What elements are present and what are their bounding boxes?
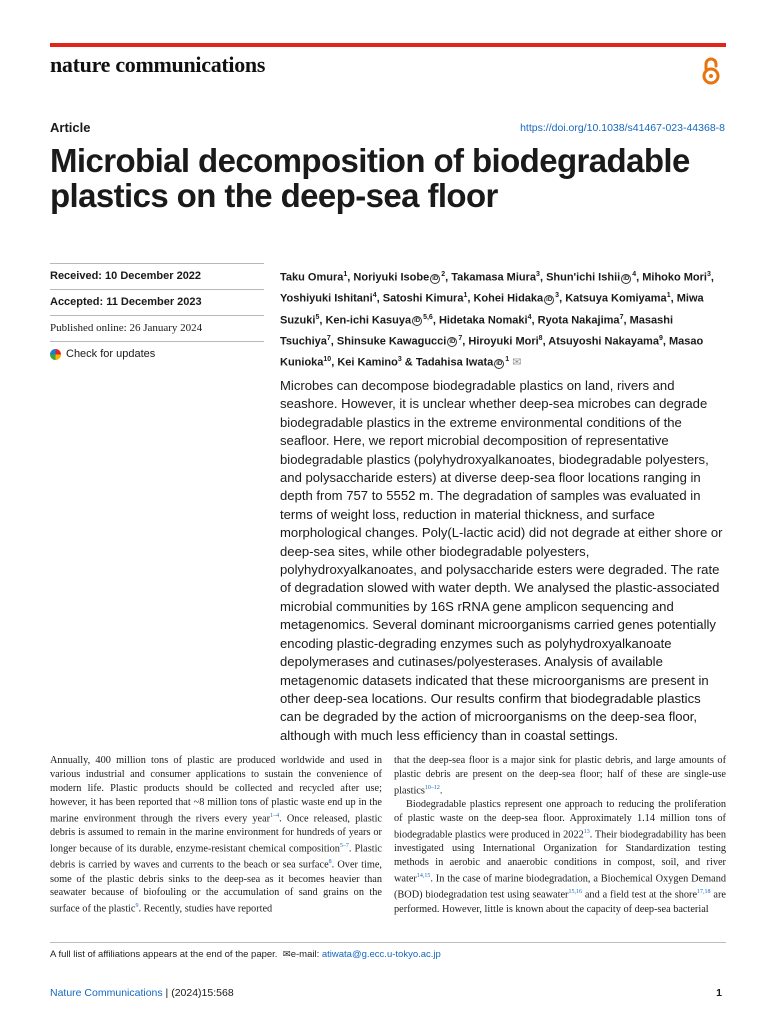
envelope-icon: ✉ — [280, 949, 291, 960]
check-for-updates-button[interactable] — [50, 341, 264, 367]
author-name[interactable]: Atsuyoshi Nakayama — [548, 335, 659, 348]
reference-citation[interactable]: 10–12 — [424, 784, 440, 791]
page-number: 1 — [716, 987, 722, 999]
footer-volume: | (2024)15:568 — [162, 987, 234, 999]
reference-citation[interactable]: 5–7 — [339, 842, 349, 849]
journal-name[interactable]: nature communications — [50, 52, 266, 77]
author-name[interactable]: Hidetaka Nomaki — [438, 314, 528, 327]
body-paragraph: that the deep-sea floor is a major sink for plastic debris, and large amounts of plastic debris are present on the deep-sea floor; half of these are single-use plastics$^{10-12}$. — [394, 755, 726, 797]
orcid-icon[interactable]: iD — [496, 360, 503, 367]
footnote-divider — [50, 942, 726, 943]
open-access-icon[interactable] — [699, 56, 723, 86]
author-name[interactable]: Yoshiyuki Ishitani — [280, 292, 373, 305]
author-name[interactable]: Noriyuki Isobe — [353, 271, 430, 284]
author-name[interactable]: Ryota Nakajima — [537, 314, 620, 327]
author-affiliation-sup: 2 — [441, 271, 446, 278]
affiliation-note: A full list of affiliations appears at the end of the paper. — [50, 949, 278, 960]
author-name[interactable]: Ken-ichi Kasuya — [325, 314, 412, 327]
footer-citation — [50, 987, 234, 999]
author-list: Taku Omura$^1$, Noriyuki Isobe $iD^2$, Takamasa Miura$^3$, Shun'ichi Ishii $iD^4$, Mihoko Mori$^3$, Yoshiyuki Ishitani$^4$, Satoshi Kimura$^1$, Kohei Hidaka $iD^3$, Katsuya Komiyama$^1$, Miwa Suzuki$^5$, Ken-ichi Kasuya iD$^{5,6}$, Hidetaka Nomaki$^4$, Ryota Nakajima$^7$, Masashi Tsuchiya$^7$, Shinsuke Kawagucci $iD^7$, Hiroyuki Mori$^8$, Atsuyoshi Nakayama$^9$, Masao Kunioka$^{10}$, Kei Kamino$^3$ & Tadahisa Iwata $iD^1$ ✉ — [280, 271, 714, 369]
orcid-icon[interactable]: iD — [449, 339, 456, 346]
author-name[interactable]: Kohei Hidaka — [473, 292, 544, 305]
author-name[interactable]: Masao Kunioka — [280, 335, 704, 369]
reference-citation[interactable]: 9 — [135, 903, 139, 910]
orcid-icon[interactable]: iD — [432, 275, 439, 282]
author-name[interactable]: Taku Omura — [280, 271, 344, 284]
orcid-icon[interactable]: iD — [546, 296, 553, 303]
author-affiliation-sup: 1 — [505, 356, 510, 363]
author-affiliation-sup: 7 — [326, 334, 331, 342]
reference-citation[interactable]: 15,16 — [568, 889, 582, 896]
author-affiliation-sup: 7 — [458, 334, 463, 342]
article-type: Article — [50, 120, 91, 135]
author-name[interactable]: Shun'ichi Ishii — [546, 271, 621, 284]
footer-journal-link[interactable]: Nature Communications — [50, 987, 163, 999]
article-dates — [50, 263, 264, 367]
author-affiliation-sup: 3 — [707, 271, 711, 278]
author-affiliation-sup: 1 — [463, 292, 468, 300]
author-name[interactable]: Hiroyuki Mori — [468, 335, 539, 348]
author-affiliation-sup: 5 — [315, 313, 320, 321]
author-affiliation-sup: 10 — [323, 356, 332, 363]
body-column-right — [394, 754, 726, 917]
title-line: plastics on the deep-sea floor — [50, 177, 498, 214]
author-name[interactable]: Shinsuke Kawagucci — [336, 335, 447, 348]
reference-citation[interactable]: 8 — [328, 859, 332, 866]
envelope-icon[interactable]: ✉ — [509, 356, 522, 369]
body-column-left — [50, 754, 382, 917]
author-affiliation-sup: 3 — [536, 271, 540, 278]
author-affiliation-sup: 5,6 — [423, 313, 433, 321]
affiliation-footnote — [50, 949, 441, 960]
orcid-icon[interactable]: iD — [414, 318, 421, 325]
author-affiliation-sup: 1 — [343, 271, 348, 278]
author-name[interactable]: Mihoko Mori — [642, 271, 707, 284]
author-affiliation-sup: 3 — [555, 292, 560, 300]
author-name[interactable]: Katsuya Komiyama — [565, 292, 667, 305]
author-affiliation-sup: 4 — [527, 313, 532, 321]
published-date: Published online: 26 January 2024 — [50, 315, 264, 341]
author-name[interactable]: Miwa Suzuki — [280, 292, 704, 327]
author-name[interactable]: Tadahisa Iwata — [415, 356, 494, 369]
check-for-updates-label: Check for updates — [66, 348, 156, 360]
header-accent-bar — [50, 43, 726, 47]
author-name[interactable]: Masashi Tsuchiya — [280, 314, 674, 348]
body-paragraph: Biodegradable plastics represent one approach to reducing the proliferation of plastic waste on the deep-sea floor. Approximately 1.14 million tons of biodegradable plastics were produced in 2022$^{13}$. Their biodegradability has been investigated using International Organization for Standardization testing methods in aerobic and anaerobic conditions in compost, soil, and river water$^{14,15}$. In the case of marine biodegradation, a Biochemical Oxygen Demand (BOD) biodegradation test using seawater$^{15,16}$ and a field test at the shore$^{17,18}$ are performed. However, little is known about the capacity of deep-sea bacterial — [394, 799, 726, 915]
received-date: Received: 10 December 2022 — [50, 263, 264, 289]
orcid-icon[interactable]: iD — [623, 275, 630, 282]
body-paragraph: Annually, 400 million tons of plastic are produced worldwide and used in various industrial and consumer applications to sustain the convenience of modern life. Plastic products should be collected and recycled after use; however, it has been reported that ~8 million tons of plastic waste end up in the marine environment through the rivers every year$^{1-4}$. Once released, plastic debris is assumed to remain in the marine environment for hundreds of years or longer because of its durable, enzyme-resistant chemical composition$^{5-7}$. Plastic debris is carried by waves and currents to the beach or sea surface$^8$. Over time, some of the plastic debris sinks to the deep-sea as it becomes heavier than seawater because of biofouling or the accumulation of sand grains on the surface of the plastic$^9$. Recently, studies have reported — [50, 755, 383, 915]
author-name[interactable]: Takamasa Miura — [451, 271, 537, 284]
email-link[interactable]: atiwata@g.ecc.u-tokyo.ac.jp — [321, 949, 441, 960]
author-affiliation-sup: 1 — [666, 292, 671, 300]
author-affiliation-sup: 3 — [397, 356, 402, 363]
author-name[interactable]: Satoshi Kimura — [382, 292, 464, 305]
author-affiliation-sup: 8 — [538, 334, 543, 342]
reference-citation[interactable]: 13 — [583, 828, 590, 835]
accepted-date: Accepted: 11 December 2023 — [50, 289, 264, 315]
doi-link[interactable]: https://doi.org/10.1038/s41467-023-44368-8 — [520, 122, 725, 134]
reference-citation[interactable]: 14,15 — [416, 873, 431, 880]
reference-citation[interactable]: 17,18 — [697, 889, 711, 896]
abstract: Microbes can decompose biodegradable plastics on land, rivers and seashore. However, it is unclear whether deep-sea microbes can degrade biodegradable plastics in the extreme environmental conditions of the seafloor. Here, we report microbial decomposition of representative biodegradable plastics (polyhydroxyalkanoates, biodegradable polyesters, and polysaccharide esters) at diverse deep-sea floor locations ranging in depth from 757 to 5552 m. The degradation of samples was evaluated in terms of weight loss, reduction in material thickness, and surface morphological changes. Poly(L-lactic acid) did not degrade at either shore or deep-sea sites, while other biodegradable polyesters, polyhydroxyalkanoates, and polysaccharide esters were degraded. The rate of degradation slowed with water depth. We analysed the plastic-associated microbial communities by 16S rRNA gene amplicon sequencing and metagenomics. Several dominant microorganisms carried genes potentially encoding plastic-degrading enzymes such as polyhydroxyalkanoate depolymerases and cutinases/polyesterases. Analysis of available metagenomic datasets indicated that these microorganisms are present in other deep-sea locations. Our results confirm that biodegradable plastics can be degraded by the action of microorganisms on the deep-sea floor, although with much less efficiency than in coastal settings. — [280, 378, 723, 743]
title-line: Microbial decomposition of biodegradable — [50, 142, 690, 179]
email-label: e-mail: — [290, 949, 322, 960]
reference-citation[interactable]: 1–4 — [270, 812, 280, 819]
author-affiliation-sup: 4 — [372, 292, 377, 300]
check-for-updates-icon — [50, 349, 61, 360]
article-title — [50, 143, 730, 213]
author-affiliation-sup: 7 — [619, 313, 624, 321]
author-affiliation-sup: 4 — [632, 271, 637, 278]
author-name[interactable]: Kei Kamino — [337, 356, 398, 369]
author-affiliation-sup: 9 — [658, 334, 663, 342]
